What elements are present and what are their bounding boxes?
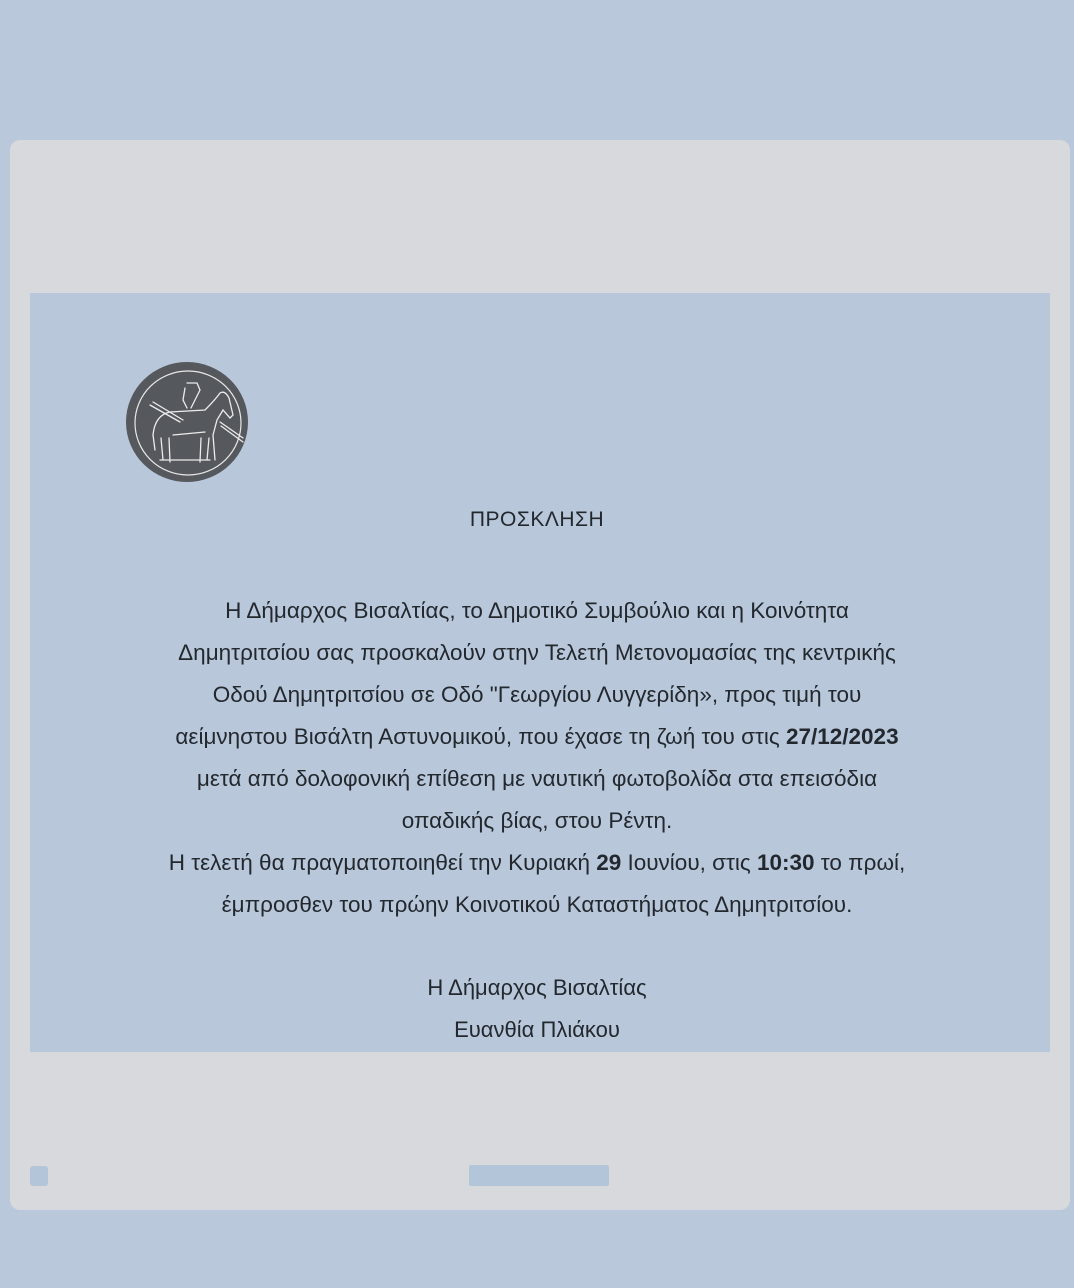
- body-text: το πρωί,: [814, 850, 906, 875]
- body-line: [0, 842, 1074, 884]
- invitation-title: ΠΡΟΣΚΛΗΣΗ: [469, 508, 605, 531]
- body-text: Ιουνίου, στις: [621, 850, 757, 875]
- municipal-seal-logo: [125, 360, 250, 485]
- ceremony-day: 29: [596, 850, 622, 875]
- body-line: οπαδικής βίας, στου Ρέντη.: [401, 808, 673, 833]
- body-line: Η Δήμαρχος Βισαλτίας, το Δημοτικό Συμβούλιο και η Κοινότητα: [225, 598, 849, 623]
- body-line: Οδού Δημητριτσίου σε Οδό "Γεωργίου Λυγγερίδη», προς τιμή του: [212, 682, 862, 707]
- body-line: έμπροσθεν του πρώην Κοινοτικού Καταστήματος Δημητριτσίου.: [221, 892, 853, 917]
- body-line: [0, 716, 1074, 758]
- body-text: Η τελετή θα πραγματοποιηθεί την Κυριακή: [168, 850, 597, 875]
- signature-title: Η Δήμαρχος Βισαλτίας: [427, 975, 647, 1000]
- body-line: μετά από δολοφονική επίθεση με ναυτική φωτοβολίδα στα επεισόδια: [196, 766, 878, 791]
- date-of-death: 27/12/2023: [785, 724, 899, 749]
- invitation-body: [0, 590, 1074, 926]
- body-text: αείμνηστου Βισάλτη Αστυνομικού, που έχασε τη ζωή του στις: [175, 724, 786, 749]
- placeholder-bar: [469, 1165, 609, 1186]
- body-line: Δημητριτσίου σας προσκαλούν στην Τελετή Μετονομασίας της κεντρικής: [178, 640, 896, 665]
- ceremony-time: 10:30: [757, 850, 815, 875]
- placeholder-marker: [30, 1166, 48, 1186]
- signature-name: Ευανθία Πλιάκου: [454, 1017, 620, 1042]
- signature-block: [0, 967, 1074, 1051]
